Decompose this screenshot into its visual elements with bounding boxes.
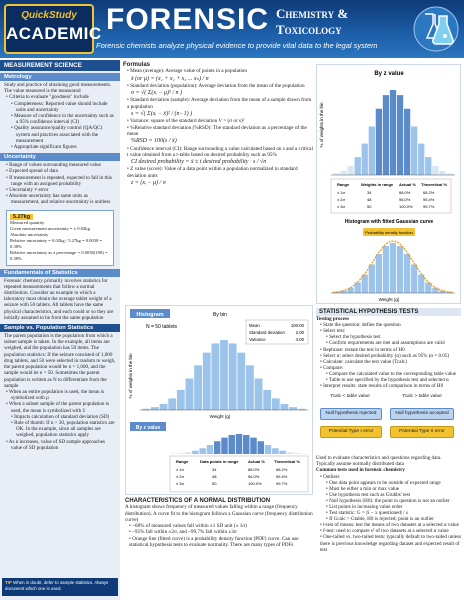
histogram-bar xyxy=(221,438,227,454)
common-item: • f-test: used to compare s² of two datasets at a selected α value xyxy=(320,528,461,534)
example-line: Relative uncertainty as a percentage = 0.0038(100) = 0.38% xyxy=(10,249,108,261)
stat-value: 100.00 xyxy=(290,323,304,328)
histogram-bybin: By bin xyxy=(213,312,227,318)
svp-bullet: • Impacts calculation of standard deviation (SD) xyxy=(16,414,116,420)
histogram-n-label: N = 50 tablets xyxy=(146,324,177,330)
common-item: • List points in increasing value order xyxy=(326,504,461,510)
hypothesis-after-text: Used to evaluate characteristics and questions regarding data. Typically assume normally distributed data xyxy=(316,455,442,468)
histogram-bar xyxy=(185,452,191,454)
gauss-histogram-bars xyxy=(333,243,452,293)
stat-value: 2.00 xyxy=(295,330,304,335)
histogram-bar xyxy=(178,453,184,454)
metrology-intro: Study and practice of obtaining good measurements. The value measured is the measurand xyxy=(4,82,112,95)
brand-main: ACADEMIC xyxy=(6,24,102,43)
table-cell: 68.0% xyxy=(248,467,260,472)
svp-bullet: • When a subset sample of the parent population is used, the mean is symbolized with x̄ xyxy=(11,401,116,413)
step-item: • Select the hypothesis test xyxy=(326,334,461,340)
table-cell: 68.0% xyxy=(399,190,411,195)
table-cell: 68.2% xyxy=(276,467,288,472)
formula-item: • Mean (average): Average value of points in a population xyxy=(127,68,313,74)
common-item: • t-test of means: test the means of two datasets at a selected α value xyxy=(320,522,461,528)
table-cell: 100.0% xyxy=(248,481,262,486)
table-cell: 68.2% xyxy=(423,190,435,195)
uncertainty-bullet: • Uncertainty ≠ error xyxy=(11,187,116,193)
brand-logo xyxy=(4,4,102,54)
histogram-bars xyxy=(142,340,305,410)
formulas-heading: Formulas xyxy=(123,62,151,68)
common-item: • One-tailed vs. two-tailed tests: typically default to two-tailed unless there is previous knowledge regarding dataset and expected result of test xyxy=(320,534,461,552)
header-banner xyxy=(0,0,464,58)
histogram-bar xyxy=(250,438,256,454)
histogram-bar xyxy=(199,448,205,454)
histogram-bar xyxy=(289,407,297,410)
metrology-bullet: • Appropriate significant figures xyxy=(16,144,116,150)
step-item: • Compare the calculated value to the corresponding table value xyxy=(326,371,461,377)
table-cell: ± 2σ xyxy=(176,474,184,479)
table-header: Data points in range xyxy=(200,459,239,464)
z-value-chart-svg xyxy=(317,65,462,305)
uncertainty-bullet: • Range of values surrounding measured value xyxy=(11,162,116,168)
example-line: Absolute uncertainty xyxy=(10,231,49,237)
histogram-bar xyxy=(432,288,438,293)
table-cell: 95.4% xyxy=(276,474,288,479)
histogram-title: Histogram xyxy=(136,312,164,318)
brand-top: QuickStudy xyxy=(21,10,77,21)
uncertainty-bullet: • Absolute uncertainty has same units as measurement, and relative uncertainty is unitless xyxy=(11,193,116,205)
table-cell: ± 1σ xyxy=(176,467,184,472)
histogram-bar xyxy=(390,243,396,293)
histogram-bar xyxy=(263,390,271,410)
table-cell: 34 xyxy=(367,190,372,195)
common-item: • Null hypothesis (H0): the point in question is not an outlier xyxy=(326,498,461,504)
histogram-bar xyxy=(281,404,289,410)
equation-sigma: σ = √( Σ(xᵢ − μ)² / n ) xyxy=(131,90,182,97)
histogram-bar xyxy=(383,95,389,175)
uncertainty-body xyxy=(0,161,120,206)
step-item: • State the question: define the question xyxy=(320,322,461,328)
step-item: • Compare: xyxy=(320,365,461,371)
common-item: • Must be either a min or max value xyxy=(326,486,461,492)
histogram-bar xyxy=(340,171,346,175)
histogram-chart xyxy=(125,305,313,495)
common-item: • If Gcalc > Gtable, H0 is rejected; point is an outlier xyxy=(326,516,461,522)
histogram-bar xyxy=(418,275,424,293)
common-item: • One data point appears to be outside of expected range xyxy=(326,480,461,486)
stat-name: Mean xyxy=(249,323,260,328)
sample-vs-population-body xyxy=(0,332,120,452)
histogram-bar xyxy=(272,448,278,454)
histogram-bar xyxy=(362,144,368,175)
histogram-bar xyxy=(411,264,417,293)
chart-top-title: By z value xyxy=(374,71,404,77)
table-cell: 34 xyxy=(212,467,217,472)
step-item: • Interpret results: state results of comparison in terms of H0 xyxy=(320,383,461,389)
step-item: • Rephrase: restate the test in terms of H0 xyxy=(320,347,461,353)
svp-text: The parent population is the population from which a subset sample is taken. In the example, all items are weighed, and the population has 50 items. The population statistics: If the seizure consisted of 1,000 drug tablets, and 50 were selected in random to weigh, the parent population would be n = 1,000, and the sample would be n = 50. Sometimes the parent population is written as N to differentiate from the sample xyxy=(4,333,116,389)
zvalue-title: By z value xyxy=(135,425,161,431)
table-cell: 50 xyxy=(212,481,217,486)
table-cell: ± 3σ xyxy=(176,481,184,486)
hypothesis-tests-section xyxy=(316,308,461,600)
histogram-bar xyxy=(404,109,410,175)
table-header: Theoretical % xyxy=(421,182,448,187)
table-header: Range xyxy=(176,459,189,464)
histogram-bar xyxy=(194,365,202,410)
table-header: Weights in range xyxy=(361,182,394,187)
metrology-bullet: • Measure of confidence in the uncertainty such as a 95% confidence interval (CI) xyxy=(16,113,116,125)
example-line: Relative uncertainty = 0.02kg / 5.27kg = 0.0038 = 0.38% xyxy=(10,237,103,249)
histogram-bar xyxy=(151,407,159,410)
histogram-bar xyxy=(229,435,235,454)
histogram-bar xyxy=(211,343,219,410)
fundamentals-heading: Fundamentals of Statistics xyxy=(0,269,120,277)
gauss-xlabel: Weight (g) xyxy=(378,297,400,302)
formula-item: • Standard deviation (population): Average deviation from the mean of the population xyxy=(127,83,313,89)
tip-box xyxy=(2,578,118,596)
histogram-bar xyxy=(177,390,185,410)
tip-text: When in doubt, defer to sample statistics. Always document which one is used. xyxy=(5,580,109,591)
histogram-bar xyxy=(432,166,438,175)
step-item: • Select test: xyxy=(320,328,461,334)
histogram-bar xyxy=(272,398,280,410)
top-histogram-bars xyxy=(333,90,452,175)
fundamentals-text: Forensic chemistry primarily involves statistics for repeated measurements that follow a normal distribution. Consider an example in which a laboratory must obtain the average tablet weight of a seizure with 50 tablets. All tablets have the same physical characteristics, and each could or so they are initially assumed to be from the same population xyxy=(4,277,114,321)
stat-value: 4.00 xyxy=(295,337,304,342)
page-subtitle-2: Toxicology xyxy=(276,22,342,37)
histogram-bar xyxy=(369,264,375,293)
histogram-bar xyxy=(376,254,382,293)
normal-bullet: • ~95% fall within ±2σ, and ~99.7% fall within ±3σ xyxy=(129,529,313,535)
testing-process-heading: Testing process xyxy=(316,316,349,323)
common-tests-heading: Common tests used in forensic chemistry xyxy=(316,467,405,474)
uncertainty-example-box xyxy=(6,210,114,266)
flow-right-condition: Tcalc > table value xyxy=(402,394,442,400)
table-cell: 96.0% xyxy=(399,197,411,202)
histogram-bar xyxy=(246,365,254,410)
page-title: FORENSIC xyxy=(106,3,270,36)
table-cell: 50 xyxy=(367,204,372,209)
formula-item: • Variance: square of the standard deviation V = (σ or s)² xyxy=(127,118,313,124)
svp-bullet: • As n increases, value of SD sample approaches value of SD population xyxy=(11,439,116,451)
page-subtitle-1: Chemistry & xyxy=(276,6,349,21)
histogram-bar xyxy=(397,246,403,293)
histogram-bar xyxy=(237,353,245,410)
histogram-bar xyxy=(220,340,228,410)
metrology-body xyxy=(0,81,120,151)
histogram-bar xyxy=(243,435,249,454)
flow-type2-error: Potential Type II error xyxy=(390,426,454,438)
histogram-bar xyxy=(418,144,424,175)
section-measurement-science: MEASUREMENT SCIENCE xyxy=(0,60,120,71)
histogram-bar xyxy=(294,453,300,454)
uncertainty-heading: Uncertainty xyxy=(0,153,120,161)
histogram-bar xyxy=(404,254,410,293)
formula-item: • Z value (score): Value of a data point within a population normalized to standard deviation units xyxy=(127,166,313,179)
normal-bullet: • Orange line (fitted curve) is a probability density function (PDF) curve. Can use statistical hypothesis tests to evaluate normality. There are many types of PDFs xyxy=(129,536,313,549)
pdf-label: Probability density function xyxy=(365,230,413,235)
flow-type1-error: Potential Type I error xyxy=(320,426,382,438)
table-cell: 95.4% xyxy=(423,197,435,202)
flask-icon xyxy=(413,4,459,54)
table-cell: 96.0% xyxy=(248,474,260,479)
histogram-bar xyxy=(258,441,264,454)
tip-label: TIP xyxy=(5,580,12,585)
normal-distribution-section xyxy=(125,498,313,598)
hypothesis-flowchart xyxy=(316,392,461,452)
histogram-bar xyxy=(265,445,271,454)
flow-null-rejected: Null hypothesis rejected xyxy=(320,408,382,420)
example-value: 5.27kg xyxy=(10,214,33,220)
histogram-bar xyxy=(279,451,285,454)
formula-item: • Confidence interval (CI): Range surrounding a value calculated based on s and a critical t value obtained from a t-table based on desired probability such as 95% xyxy=(127,146,313,159)
histogram-bar xyxy=(439,171,445,175)
histogram-ylabel: % of weights in the bin xyxy=(128,353,133,399)
stat-name: Variance xyxy=(249,337,266,342)
metrology-bullet: • Completeness: Reported value should include units and uncertainty xyxy=(16,101,116,113)
uncertainty-bullet: • If measurement is repeated, expected to fall in this range with an assigned probability xyxy=(11,175,116,187)
histogram-chart-svg xyxy=(126,306,314,496)
histogram-bar xyxy=(348,166,354,175)
uncertainty-bullet: • Expected spread of data xyxy=(11,168,116,174)
histogram-bar xyxy=(376,109,382,175)
equation-ci: CI desired probability = x̄ ± t desired probability · s / √n xyxy=(131,159,267,166)
table-cell: 99.7% xyxy=(276,481,288,486)
table-header: Range xyxy=(337,182,350,187)
tagline: Forensic chemists analyze physical evidence to provide vital data to the legal system xyxy=(96,41,378,50)
histogram-bar xyxy=(369,126,375,175)
histogram-bar xyxy=(207,445,213,454)
svp-bullet: • Rule of thumb: If n > 30, population statistics are OK. In the example, since all samples are weighed, population statistics apply xyxy=(16,420,116,439)
metrology-bullet: • Criteria to evaluate "goodness" include xyxy=(11,94,116,100)
table-cell: 48 xyxy=(367,197,372,202)
zvalue-bars xyxy=(170,434,307,454)
table-cell: ± 3σ xyxy=(337,204,345,209)
top-stat-table xyxy=(331,179,451,213)
histogram-bar xyxy=(214,441,220,454)
equation-mean: x̄ (or μ) = (x₁ + x₂ + x₃ ... xₙ) / n xyxy=(131,75,209,82)
flow-null-accepted: Null hypothesis accepted xyxy=(390,408,454,420)
step-item: • Table to use specified by the hypothesis test and selected α xyxy=(326,377,461,383)
equation-z: z = (xᵢ − μ) / σ xyxy=(131,180,166,187)
formula-item: • %Relative standard deviation (%RSD): The standard deviation as a percentage of the mean xyxy=(127,125,313,138)
example-line: Measured quantity xyxy=(10,219,45,225)
example-line: Given measurement uncertainty = ± 0.02kg xyxy=(10,225,90,231)
table-cell: 100.0% xyxy=(399,204,413,209)
step-item: • Select α: select desired probability (α) such as 95% (α = 0.05) xyxy=(320,353,461,359)
gauss-title: Histogram with fitted Gaussian curve xyxy=(344,219,434,225)
normal-bullet: • ~68% of measured values fall within ±1 SD unit (± 1σ) xyxy=(129,523,313,529)
histogram-bar xyxy=(186,378,194,410)
metrology-bullet: • Quality assurance/quality control (QA/QC) system and practices associated with the measurement xyxy=(16,125,116,144)
histogram-bar xyxy=(229,343,237,410)
histogram-bar xyxy=(355,157,361,175)
histogram-bar xyxy=(425,282,431,293)
table-cell: 99.7% xyxy=(423,204,435,209)
sample-vs-population-heading: Sample vs. Population Statistics xyxy=(0,324,120,332)
table-header: Actual % xyxy=(248,459,265,464)
left-column xyxy=(0,60,120,600)
svp-bullet: • When an entire population is used, the mean is symbolized with μ xyxy=(11,389,116,401)
histogram-xlabel: Weight (g) xyxy=(209,414,231,419)
step-item: • Calculate: calculate the test value (Tcalc) xyxy=(320,359,461,365)
histogram-bar xyxy=(236,434,242,454)
metrology-heading: Metrology xyxy=(0,73,120,81)
histogram-bar xyxy=(397,95,403,175)
normal-text: A histogram shows frequency of measured values falling within a range (frequency distribution). A curve fit to the histogram follows a Gaussian curve (frequency distribution curve) xyxy=(125,504,313,523)
table-cell: ± 2σ xyxy=(337,197,345,202)
histogram-bar xyxy=(160,404,168,410)
histogram-bar xyxy=(168,398,176,410)
histogram-bar xyxy=(192,451,198,454)
z-value-chart xyxy=(316,64,461,304)
histogram-stats-box xyxy=(246,320,308,344)
table-header: Actual % xyxy=(399,182,416,187)
table-cell: 48 xyxy=(212,474,217,479)
histogram-bar xyxy=(203,353,211,410)
equation-s: s = √( Σ(xᵢ − x̄)² / (n−1) ) xyxy=(131,111,193,118)
formula-item: • Standard deviation (sample): Average deviation from the mean of a sample drawn from a population xyxy=(127,97,313,110)
histogram-bar xyxy=(425,157,431,175)
step-item: • Confirm requirements are met and assumptions are valid xyxy=(326,340,461,346)
common-item: • Outliers xyxy=(320,474,461,480)
stat-name: Standard deviation xyxy=(249,330,285,335)
table-header: Theoretical % xyxy=(274,459,301,464)
histogram-bar xyxy=(411,126,417,175)
common-item: • Use hypothesis test such as Grubbs' test xyxy=(326,492,461,498)
histogram-bar xyxy=(383,246,389,293)
normal-heading: CHARACTERISTICS OF A NORMAL DISTRIBUTION xyxy=(125,498,271,504)
histogram-bar xyxy=(255,378,263,410)
hypothesis-heading: STATISTICAL HYPOTHESIS TESTS xyxy=(316,308,461,316)
histogram-bar xyxy=(390,90,396,175)
common-item: • Test statistic: G = |x̄ − x questioned| / s xyxy=(326,510,461,516)
zvalue-table xyxy=(170,456,308,492)
histogram-bar xyxy=(287,452,293,454)
chart-top-ylabel: % of weights in the bin xyxy=(319,102,324,148)
flow-left-condition: Tcalc < table value xyxy=(330,394,370,400)
table-cell: ± 1σ xyxy=(337,190,345,195)
equation-rsd: %RSD = 100(s / x̄) xyxy=(131,138,177,145)
formulas-section xyxy=(123,62,313,302)
